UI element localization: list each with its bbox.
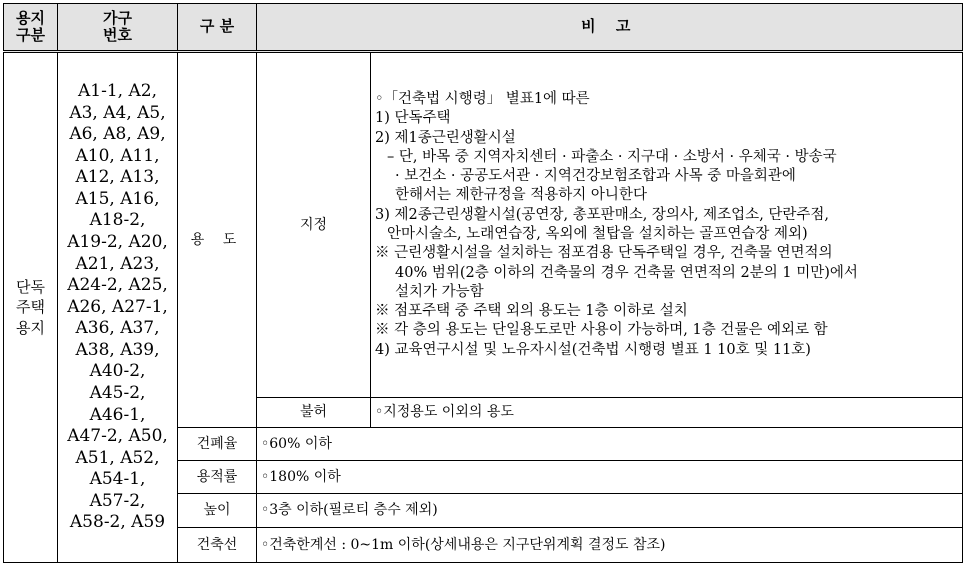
lot-line: A45-2,	[89, 383, 146, 404]
coverage-text: ◦60% 이하	[257, 428, 963, 461]
prohibited-label: 불허	[257, 398, 371, 428]
lot-line: A24-2, A25,	[67, 275, 168, 296]
height-text: ◦3층 이하(필로티 층수 제외)	[257, 494, 963, 528]
header-remarks	[257, 4, 963, 52]
header-land-type-line2: 구분	[16, 26, 45, 44]
lot-line: A26, A27-1,	[67, 296, 168, 317]
coverage-label: 건폐율	[178, 428, 257, 461]
designated-line: 4) 교육연구시설 및 노유자시설(건축법 시행령 별표 1 10호 및 11호)	[375, 341, 811, 358]
lot-line: A1-1, A2,	[78, 80, 157, 101]
designated-line: · 보건소 · 공공도서관 · 지역건강보험조합과 사목 중 마을회관에	[395, 168, 796, 185]
lot-line: A40-2,	[89, 361, 146, 382]
lot-line: A47-2, A50,	[67, 426, 168, 447]
lot-line: A10, A11,	[75, 145, 160, 166]
designated-line: ※ 각 층의 용도는 단일용도로만 사용이 가능하며, 1층 건물은 예외로 함	[375, 322, 828, 339]
lot-line: A58-2, A59	[69, 512, 166, 533]
lot-line: A57-2,	[89, 490, 146, 511]
designated-line: 안마시술소, 노래연습장, 옥외에 철탑을 설치하는 골프연습장 제외)	[387, 226, 808, 242]
land-type-line2: 주택	[16, 298, 45, 317]
lot-line: A21, A23,	[75, 253, 160, 274]
floor-area-ratio-label: 용적률	[178, 461, 257, 494]
header-category: 구 분	[178, 4, 257, 52]
floor-area-ratio-text: ◦180% 이하	[257, 461, 963, 494]
lot-line: A6, A8, A9,	[69, 124, 166, 145]
lot-line: A36, A37,	[75, 318, 160, 339]
designated-line: ※ 점포주택 중 주택 외의 용도는 1층 이하로 설치	[375, 303, 688, 320]
regulation-table	[3, 3, 963, 563]
designated-line: 설치가 가능함	[395, 283, 484, 300]
designated-line: ※ 근린생활시설을 설치하는 점포겸용 단독주택일 경우, 건축물 연면적의	[375, 245, 833, 262]
designated-line: – 단, 바목 중 지역자치센터 · 파출소 · 지구대 · 소방서 · 우체국 · 방송국	[387, 148, 837, 165]
lot-line: A19-2, A20,	[67, 231, 168, 252]
lot-line: A54-1,	[89, 469, 146, 490]
header-row	[4, 4, 963, 52]
header-lot-number-line1: 가구	[103, 8, 132, 27]
designated-line: 40% 범위(2층 이하의 건축물의 경우 건축물 연면적의 2분의 1 미만)에서	[395, 264, 858, 281]
header-land-type	[4, 4, 58, 52]
prohibited-text: ◦지정용도 이외의 용도	[371, 398, 963, 428]
header-remarks-text: 비 고	[581, 17, 638, 36]
lot-line: A3, A4, A5,	[69, 102, 166, 123]
lot-line: A38, A39,	[75, 339, 160, 360]
land-type-line3: 용지	[16, 318, 45, 337]
land-type-cell	[4, 52, 58, 563]
header-lot-number	[58, 4, 178, 52]
header-lot-number-line2: 번호	[103, 26, 132, 44]
lot-line: A12, A13,	[75, 167, 160, 188]
building-line-label: 건축선	[178, 528, 257, 563]
designated-line: 1) 단독주택	[375, 110, 451, 127]
designated-label: 지정	[257, 52, 371, 398]
use-label-cell	[178, 52, 257, 428]
lot-line: A15, A16,	[75, 188, 160, 209]
lot-numbers-cell	[58, 52, 178, 563]
header-land-type-line1: 용지	[16, 8, 45, 27]
height-label: 높이	[178, 494, 257, 528]
designated-line: 3) 제2종근린생활시설(공연장, 총포판매소, 장의사, 제조업소, 단란주점,	[375, 206, 830, 223]
row-designated	[4, 52, 963, 398]
use-label: 용 도	[190, 231, 244, 248]
designated-uses	[371, 52, 963, 398]
designated-line: 2) 제1종근린생활시설	[375, 129, 516, 146]
lot-line: A18-2,	[89, 210, 146, 231]
land-type-line1: 단독	[16, 278, 45, 297]
designated-line: 한해서는 제한규정을 적용하지 아니한다	[395, 187, 647, 204]
lot-line: A51, A52,	[75, 447, 160, 468]
lot-line: A46-1,	[89, 404, 146, 425]
building-line-text: ◦건축한계선 : 0~1m 이하(상세내용은 지구단위계획 결정도 참조)	[257, 528, 963, 563]
designated-line: ◦「건축법 시행령」 별표1에 따른	[375, 91, 590, 108]
